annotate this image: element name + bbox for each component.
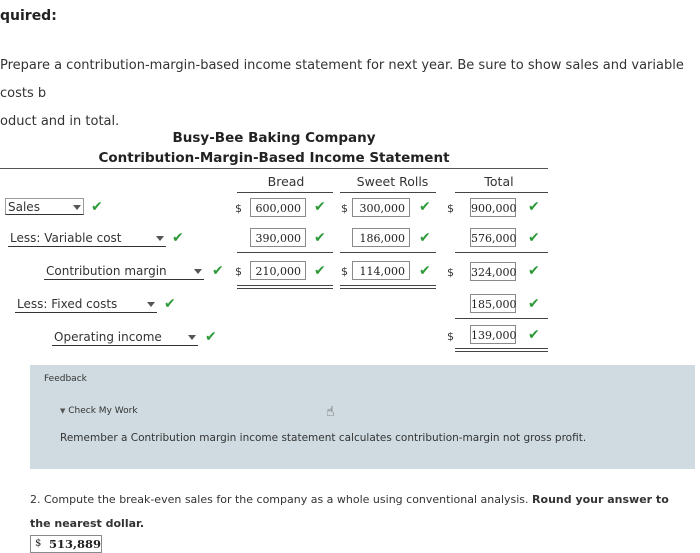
variable-cost-underline	[237, 252, 333, 253]
currency-symbol: $	[235, 265, 242, 278]
chevron-down-icon	[194, 269, 202, 274]
question-2-rounding-note: Round your answer to the nearest dollar.	[30, 493, 669, 530]
currency-symbol: $	[447, 266, 454, 279]
variable-cost-bread-input[interactable]: 390,000	[250, 228, 306, 247]
operating-income-total-input[interactable]: 139,000	[470, 325, 516, 344]
check-icon: ✔	[314, 230, 326, 246]
rolls-header-underline	[340, 192, 436, 193]
hand-pointer-icon: ☝	[326, 404, 335, 420]
break-even-answer-input[interactable]	[30, 535, 102, 553]
question-2-prompt: 2. Compute the break-even sales for the company as a whole using conventional analysis.	[30, 493, 529, 506]
sales-total-input[interactable]: 900,000	[470, 198, 516, 217]
row-label-variable-cost: Less: Variable cost	[10, 231, 122, 245]
check-icon: ✔	[419, 230, 431, 246]
check-icon: ✔	[419, 199, 431, 215]
check-icon: ✔	[205, 329, 217, 345]
row-label-select-contribution-margin[interactable]	[44, 263, 204, 280]
check-icon: ✔	[172, 230, 184, 246]
row-label-select-sales[interactable]	[5, 198, 84, 215]
check-icon: ✔	[528, 296, 540, 312]
check-my-work-toggle[interactable]	[60, 406, 138, 416]
total-header-underline	[455, 192, 548, 193]
check-icon: ✔	[419, 263, 431, 279]
currency-symbol: $	[447, 202, 454, 215]
check-icon: ✔	[528, 327, 540, 343]
header-rule	[0, 168, 548, 169]
row-label-operating-income: Operating income	[54, 330, 162, 344]
currency-symbol: $	[341, 265, 348, 278]
instructions-line-1: Prepare a contribution-margin-based income statement for next year. Be sure to show sales and variable costs b	[0, 58, 684, 101]
chevron-down-icon	[73, 205, 81, 210]
chevron-down-icon	[147, 302, 155, 307]
contribution-margin-total-input[interactable]: 324,000	[470, 262, 516, 281]
triangle-down-icon: ▼	[60, 407, 66, 415]
check-icon: ✔	[212, 263, 224, 279]
fixed-costs-total-input[interactable]: 185,000	[470, 294, 516, 313]
column-header-sweet-rolls: Sweet Rolls	[356, 174, 429, 189]
bread-header-underline	[237, 192, 333, 193]
chevron-down-icon	[156, 236, 164, 241]
sales-bread-input[interactable]: 600,000	[250, 198, 306, 217]
currency-symbol: $	[235, 202, 242, 215]
required-heading: quired:	[0, 8, 57, 24]
row-label-select-fixed-costs[interactable]	[15, 296, 157, 313]
statement-title: Contribution-Margin-Based Income Statement	[98, 150, 450, 166]
operating-income-double-underline	[455, 348, 548, 349]
currency-symbol: $	[35, 538, 42, 549]
row-label-select-operating-income[interactable]	[52, 329, 198, 346]
instructions-text	[0, 52, 700, 136]
row-label-select-variable-cost[interactable]	[8, 230, 166, 247]
check-icon: ✔	[314, 199, 326, 215]
variable-cost-underline	[340, 252, 436, 253]
contribution-margin-rolls-input[interactable]: 114,000	[352, 261, 410, 280]
check-icon: ✔	[528, 263, 540, 279]
row-label-contribution-margin: Contribution margin	[46, 264, 167, 278]
column-header-bread: Bread	[267, 174, 305, 189]
company-name: Busy-Bee Baking Company	[172, 130, 376, 146]
variable-cost-underline	[455, 252, 548, 253]
bread-double-underline	[237, 288, 333, 289]
feedback-title: Feedback	[44, 374, 87, 384]
instructions-line-2: oduct and in total.	[0, 114, 120, 129]
column-header-total: Total	[484, 174, 514, 189]
feedback-panel	[30, 365, 695, 469]
fixed-costs-underline	[455, 318, 548, 319]
break-even-answer-value: 513,889	[49, 537, 102, 551]
row-label-sales: Sales	[8, 200, 40, 214]
check-icon: ✔	[91, 199, 103, 215]
currency-symbol: $	[447, 330, 454, 343]
variable-cost-rolls-input[interactable]: 186,000	[352, 228, 410, 247]
check-my-work-label: Check My Work	[68, 406, 138, 416]
chevron-down-icon	[188, 335, 196, 340]
check-icon: ✔	[164, 296, 176, 312]
feedback-message: Remember a Contribution margin income statement calculates contribution-margin not gross profit.	[60, 432, 587, 444]
check-icon: ✔	[528, 230, 540, 246]
check-icon: ✔	[528, 199, 540, 215]
currency-symbol: $	[341, 202, 348, 215]
variable-cost-total-input[interactable]: 576,000	[470, 228, 516, 247]
question-2-text	[30, 488, 690, 536]
row-label-fixed-costs: Less: Fixed costs	[17, 297, 118, 311]
sales-rolls-input[interactable]: 300,000	[352, 198, 410, 217]
operating-income-double-underline	[455, 351, 548, 352]
bread-double-underline	[237, 285, 333, 286]
contribution-margin-bread-input[interactable]: 210,000	[250, 261, 306, 280]
rolls-double-underline	[340, 288, 436, 289]
check-icon: ✔	[314, 263, 326, 279]
rolls-double-underline	[340, 285, 436, 286]
